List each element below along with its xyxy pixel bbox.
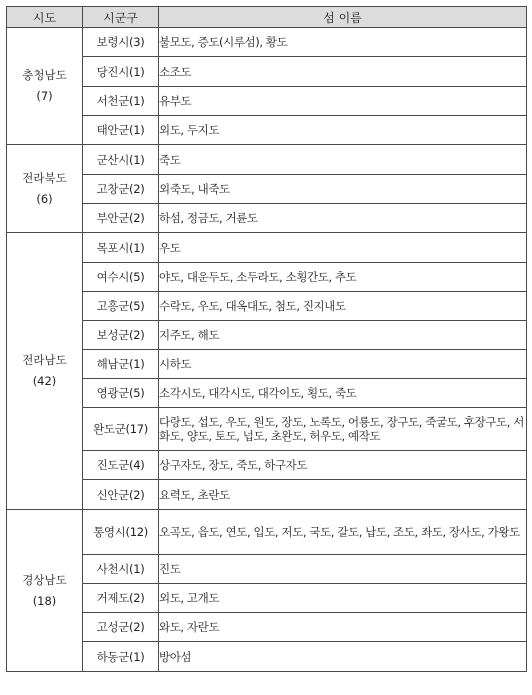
province-island-count: (6)	[36, 191, 53, 206]
district-cell: 태안군(1)	[83, 116, 159, 145]
island-names-cell: 죽도	[159, 145, 527, 175]
district-cell: 거제도(2)	[83, 584, 159, 613]
district-cell: 통영시(12)	[83, 510, 159, 555]
table-row	[7, 510, 527, 555]
district-cell: 완도군(17)	[83, 408, 159, 451]
district-cell: 고흥군(5)	[83, 292, 159, 321]
district-cell: 서천군(1)	[83, 87, 159, 116]
district-cell: 사천시(1)	[83, 555, 159, 584]
district-cell: 여수시(5)	[83, 263, 159, 292]
island-names-cell: 상구자도, 장도, 죽도, 하구자도	[159, 451, 527, 480]
table-row	[7, 555, 527, 584]
island-names-cell: 외죽도, 내죽도	[159, 175, 527, 204]
district-cell: 보령시(3)	[83, 28, 159, 57]
header-sigungu: 시군구	[83, 7, 159, 28]
province-name: 경상남도	[22, 572, 67, 587]
table-row	[7, 480, 527, 510]
district-cell: 신안군(2)	[83, 480, 159, 510]
table-row	[7, 642, 527, 672]
header-sido: 시도	[7, 7, 83, 28]
province-name: 충청남도	[22, 68, 67, 82]
table-row	[7, 145, 527, 175]
table-row	[7, 57, 527, 87]
province-name: 전라북도	[22, 170, 67, 185]
province-cell	[7, 145, 83, 233]
district-cell: 고성군(2)	[83, 613, 159, 642]
island-names-cell: 요력도, 초란도	[159, 480, 527, 510]
district-cell: 보성군(2)	[83, 321, 159, 350]
island-names-cell: 우도	[159, 233, 527, 263]
district-cell: 영광군(5)	[83, 379, 159, 408]
district-cell: 하동군(1)	[83, 642, 159, 672]
island-names-cell: 방아섬	[159, 642, 527, 672]
district-cell: 부안군(2)	[83, 204, 159, 233]
island-names-cell: 다랑도, 섭도, 우도, 원도, 장도, 노록도, 어룡도, 장구도, 죽굴도, 후장구도, 서화도, 양도, 토도, 넙도, 초완도, 허우도, 예작도	[159, 408, 527, 451]
province-cell	[7, 510, 83, 672]
table-row	[7, 116, 527, 145]
island-names-cell: 야도, 대운두도, 소두라도, 소횡간도, 추도	[159, 263, 527, 292]
island-names-cell: 불모도, 증도(시루섬), 황도	[159, 28, 527, 57]
table-row	[7, 584, 527, 613]
table-header	[7, 7, 527, 28]
island-list-table	[6, 6, 527, 672]
district-cell: 목포시(1)	[83, 233, 159, 263]
table-row	[7, 292, 527, 321]
table-row	[7, 379, 527, 408]
island-names-cell: 소각시도, 대각시도, 대각이도, 횡도, 죽도	[159, 379, 527, 408]
province-cell	[7, 28, 83, 145]
province-cell	[7, 233, 83, 510]
province-name: 전라남도	[22, 353, 67, 367]
table-row	[7, 28, 527, 57]
island-names-cell: 와도, 자란도	[159, 613, 527, 642]
table-row	[7, 451, 527, 480]
table-row	[7, 613, 527, 642]
island-names-cell: 하섬, 정금도, 거륜도	[159, 204, 527, 233]
district-cell: 고창군(2)	[83, 175, 159, 204]
table-row	[7, 233, 527, 263]
island-names-cell: 소조도	[159, 57, 527, 87]
island-names-cell: 오곡도, 읍도, 연도, 입도, 저도, 국도, 갈도, 납도, 조도, 좌도, 장사도, 가왕도	[159, 510, 527, 555]
province-island-count: (42)	[32, 374, 57, 388]
table-row	[7, 204, 527, 233]
island-names-cell: 외도, 고개도	[159, 584, 527, 613]
district-cell: 해남군(1)	[83, 350, 159, 379]
table-row	[7, 263, 527, 292]
province-island-count: (18)	[32, 593, 57, 608]
table-row	[7, 87, 527, 116]
table-row	[7, 175, 527, 204]
province-island-count: (7)	[36, 89, 53, 103]
header-row	[7, 7, 527, 28]
island-names-cell: 수락도, 우도, 대옥대도, 첨도, 진지내도	[159, 292, 527, 321]
header-island-names: 섬 이름	[159, 7, 527, 28]
district-cell: 군산시(1)	[83, 145, 159, 175]
table-row	[7, 321, 527, 350]
table-row	[7, 408, 527, 451]
island-names-cell: 유부도	[159, 87, 527, 116]
table-row	[7, 350, 527, 379]
island-names-cell: 진도	[159, 555, 527, 584]
district-cell: 진도군(4)	[83, 451, 159, 480]
island-names-cell: 지주도, 해도	[159, 321, 527, 350]
island-names-cell: 시하도	[159, 350, 527, 379]
island-names-cell: 외도, 두지도	[159, 116, 527, 145]
table-body	[7, 28, 527, 672]
district-cell: 당진시(1)	[83, 57, 159, 87]
